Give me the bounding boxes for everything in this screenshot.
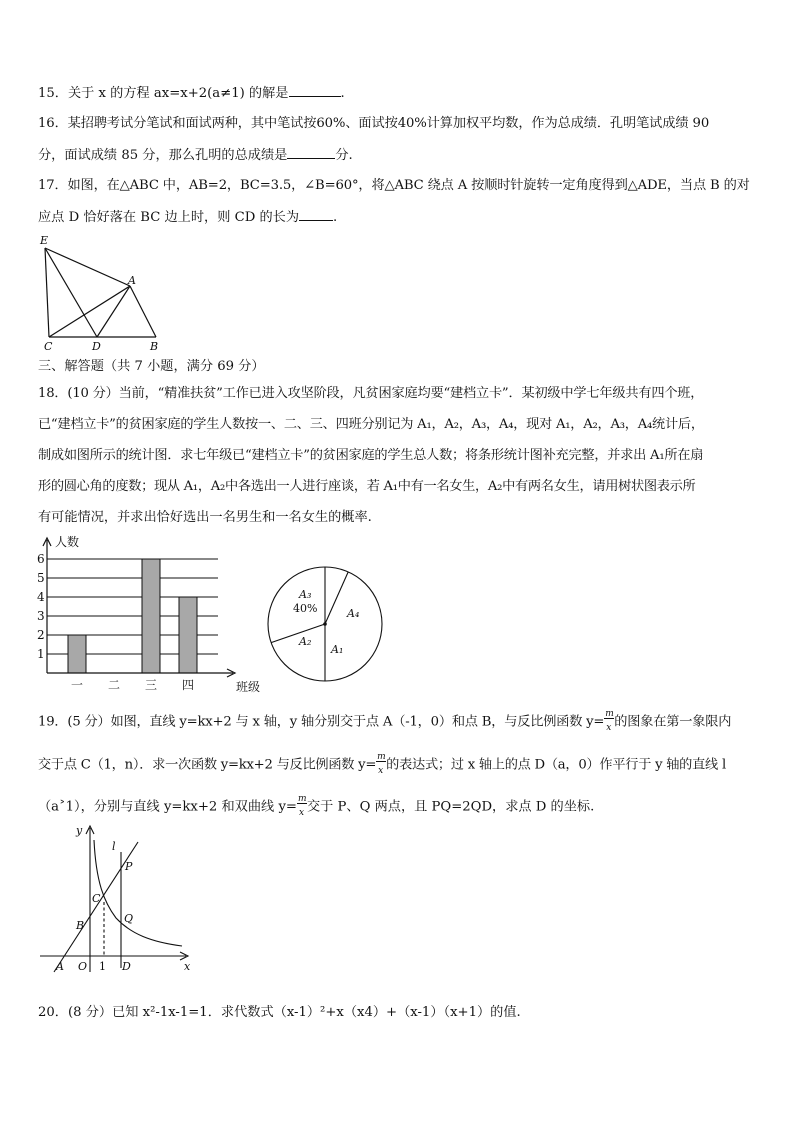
q17-text-b: . — [333, 210, 338, 225]
bar — [142, 559, 160, 673]
label-d: D — [122, 960, 131, 973]
pie-label-a4: A₄ — [347, 607, 360, 620]
q20-line: 20．(8 分）已知 x²-1x-1=1．求代数式（x-1）²+x（x4）+（x-1）（x+1）的值. — [38, 1005, 521, 1020]
bar — [179, 597, 197, 673]
y-tick-label: 6 — [37, 552, 45, 566]
q16-answer-blank[interactable] — [287, 146, 335, 159]
q15-end: . — [340, 86, 345, 101]
q19-text-2b: 的表达式；过 x 轴上的点 D（a，0）作平行于 y 轴的直线 l — [386, 757, 726, 773]
q17-line1: 17．如图，在△ABC 中，AB=2，BC=3.5，∠B=60°，将△ABC 绕点 A 按顺时针旋转一定角度得到△ADE，当点 B 的对 — [38, 178, 750, 193]
label-q: Q — [124, 912, 134, 925]
label-d: D — [92, 340, 101, 353]
fraction-m-over-x: $\frac{m}{x}$ — [297, 794, 307, 818]
x-tick-label: 三 — [145, 678, 158, 692]
pie-slice-boundary — [325, 572, 348, 624]
q19-line1 — [38, 709, 732, 733]
pie-label-a2: A₂ — [299, 635, 312, 648]
label-x: x — [184, 960, 191, 973]
q15-line — [38, 84, 345, 103]
y-axis-title: 人数 — [55, 535, 80, 549]
pie-label-a1: A₁ — [331, 643, 344, 656]
q18-line4: 形的圆心角的度数；现从 A₁，A₂中各选出一人进行座谈，若 A₁中有一名女生，A₂中有两名女生，请用树状图表示所 — [38, 479, 696, 494]
q19-text-1a: 19．(5 分）如图，直线 y=kx+2 与 x 轴，y 轴分别交于点 A（-1，0）和点 B，与反比例函数 y= — [38, 714, 605, 730]
q16-line1: 16．某招聘考试分笔试和面试两种，其中笔试按60%、面试按40%计算加权平均数，作为总成绩．孔明笔试成绩 90 — [38, 116, 710, 131]
y-tick-label: 4 — [37, 590, 45, 604]
label-p: P — [125, 860, 133, 873]
label-a: A — [128, 274, 136, 287]
q17-answer-blank[interactable] — [299, 208, 333, 221]
segment-ab — [130, 286, 156, 337]
fraction-m-over-x: $\frac{m}{x}$ — [605, 709, 614, 733]
q16-text-a: 分，面试成绩 85 分，那么孔明的总成绩是 — [38, 148, 288, 163]
y-tick-label: 5 — [37, 571, 45, 585]
q19-text-2a: 交于点 C（1，n）．求一次函数 y=kx+2 与反比例函数 y= — [38, 757, 377, 773]
x-tick-label: 二 — [108, 678, 121, 692]
q19-line2 — [38, 752, 726, 776]
q18-line5: 有可能情况，并求出恰好选出一名男生和一名女生的概率. — [38, 510, 372, 525]
segment-ea — [45, 248, 130, 286]
fraction-m-over-x: $\frac{m}{x}$ — [377, 752, 386, 776]
label-b: B — [76, 919, 85, 932]
q19-text-3b: 交于 P、Q 两点，且 PQ=2QD，求点 D 的坐标. — [306, 799, 595, 815]
q16-text-b: 分. — [335, 148, 353, 163]
q15-answer-blank[interactable] — [289, 84, 341, 97]
label-one: 1 — [99, 960, 106, 973]
x-tick-label: 一 — [71, 678, 84, 692]
q17-text-a: 应点 D 恰好落在 BC 边上时，则 CD 的长为 — [38, 210, 300, 225]
q19-text-1b: 的图象在第一象限内 — [614, 714, 732, 730]
bar — [68, 635, 86, 673]
label-o: O — [78, 960, 88, 973]
q18-line3: 制成如图所示的统计图．求七年级已“建档立卡”的贫困家庭的学生总人数；将条形统计图补充完整，并求出 A₁所在扇 — [38, 448, 704, 463]
hyperbola-curve — [94, 840, 182, 946]
q17-figure — [36, 232, 166, 356]
segment-ad — [97, 286, 130, 337]
x-tick-label: 四 — [182, 678, 195, 692]
q17-line2 — [38, 208, 337, 227]
segment-ca — [49, 286, 130, 337]
pie-label-a3: A₃ — [299, 588, 312, 601]
q19-line3 — [38, 794, 595, 818]
label-c: C — [92, 892, 101, 905]
pie-annotation-40: 40% — [293, 602, 318, 615]
q18-line2: 已“建档立卡”的贫困家庭的学生人数按一、二、三、四班分别记为 A₁，A₂，A₃，A₄，现对 A₁，A₂，A₃，A₄统计后， — [38, 417, 704, 432]
bar-chart — [30, 530, 270, 698]
q19-figure — [36, 822, 200, 978]
section-heading: 三、解答题（共 7 小题，满分 69 分） — [38, 359, 265, 374]
q19-text-3a: （a˃1），分别与直线 y=kx+2 和双曲线 y= — [38, 799, 297, 815]
label-b: B — [150, 340, 159, 353]
label-a: A — [56, 960, 64, 973]
pie-chart — [264, 562, 390, 688]
q15-text: 15．关于 x 的方程 ax=x+2(a≠1) 的解是 — [38, 86, 289, 101]
q16-line2 — [38, 146, 353, 165]
label-e: E — [40, 234, 49, 247]
y-tick-label: 1 — [37, 647, 45, 661]
segment-ec — [45, 248, 49, 337]
pie-center-dot — [323, 622, 327, 626]
label-c: C — [44, 340, 53, 353]
q18-line1: 18．(10 分）当前，“精准扶贫”工作已进入攻坚阶段，凡贫困家庭均要“建档立卡”．某初级中学七年级共有四个班， — [38, 386, 704, 401]
y-tick-label: 2 — [37, 628, 45, 642]
y-tick-label: 3 — [37, 609, 45, 623]
x-axis-title: 班级 — [236, 680, 261, 694]
label-l: l — [112, 840, 116, 853]
label-y: y — [76, 824, 83, 837]
